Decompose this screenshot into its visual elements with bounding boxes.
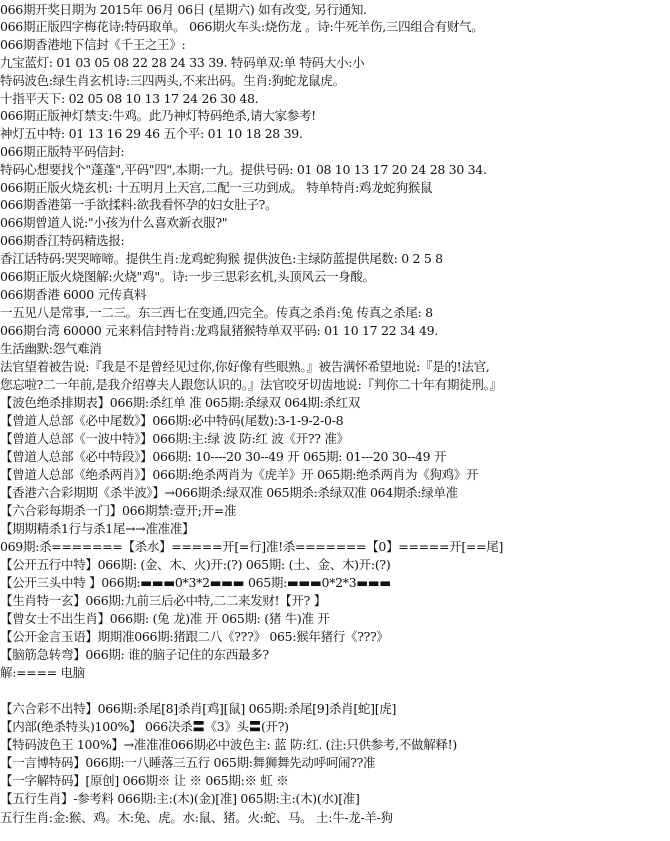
text-line: 您忘啦?二一年前,是我介绍尊夫人跟您认识的。』法官咬牙切齿地说:『判你二十年有期徒刑。』 xyxy=(0,377,502,392)
text-line: 【脑筋急转弯】066期: 谁的脑子记住的东西最多? xyxy=(0,647,269,662)
text-line: 五行生肖:金:猴、鸡。木:兔、虎。水:鼠、猪。火:蛇、马。 土:牛-龙-羊-狗 xyxy=(0,810,393,825)
text-line: 066期曾道人说:"小孩为什么喜欢新衣服?" xyxy=(0,215,228,230)
text-line: 066期台湾 60000 元来料信封特肖:龙鸡鼠猪猴特单双平码: 01 10 17 22 34 49. xyxy=(0,323,438,338)
text-line: 069期:杀=======【杀水】=====开[=行]准!杀=======【0】=====开[==尾] xyxy=(0,539,504,554)
text-line: 【公开三头中特 】066期:▬▬▬0*3*2▬▬▬ 065期:▬▬▬0*2*3▬▬▬ xyxy=(0,575,391,590)
text-line: 【曾道人总部《绝杀两肖》】066期:绝杀两肖为《虎羊》开 065期:绝杀两肖为《狗鸡》开 xyxy=(0,467,479,482)
text-line: 【内部(绝杀特头)100%】 066决杀〓《3》头〓(开?) xyxy=(0,719,289,734)
text-line: 066期香港 6000 元传真料 xyxy=(0,287,147,302)
text-line: 066期香港第一手欲揉料:欲我看怀孕的妇女肚子?。 xyxy=(0,197,278,212)
text-line: 【香港六合彩期期《杀半波》】→066期杀:绿双准 065期杀:杀绿双准 064期杀:绿单准 xyxy=(0,485,458,500)
text-line: 066期正版特平码信封: xyxy=(0,144,125,159)
text-line: 【曾女士不出生肖】066期: (兔 龙)准 开 065期: (猪 牛)准 开 xyxy=(0,611,330,626)
text-line: 生活幽默:怨气难消 xyxy=(0,341,102,356)
text-line: 神灯五中特: 01 13 16 29 46 五个平: 01 10 18 28 39. xyxy=(0,126,303,141)
text-line: 【特码波色王 100%】→准准准066期必中波色主: 蓝 防:红. (注:只供参考,不做解释!) xyxy=(0,737,457,752)
text-line: 066期正版神灯禁支:牛鸡。此乃神灯特码绝杀,请大家参考! xyxy=(0,108,316,123)
text-line: 【一字解特码】[原创] 066期※ 让 ※ 065期:※ 虹 ※ xyxy=(0,773,289,788)
text-line: 法官望着被告说:『我是不是曾经见过你,你好像有些眼熟。』被告满怀希望地说:『是的!法官, xyxy=(0,359,490,374)
text-line: 【六合彩每期杀一门】066期禁:壹开;开=准 xyxy=(0,503,237,518)
text-line: 066期正版火烧玄机: 十五明月上天宫,二配一三功到成。 特单特肖:鸡龙蛇狗猴鼠 xyxy=(0,180,433,195)
text-line: 【五行生肖】-参考料 066期:主:(木)(金)[准] 065期:主:(木)(水)[准] xyxy=(0,791,360,806)
text-line: 特码心想要找个"蓬蓬",平码"四",本期:一九。提供号码: 01 08 10 13 17 20 24 28 30 34. xyxy=(0,162,487,177)
text-line: 【公开五行中特】066期: (金、木、火)开:(?) 065期: (土、金、木)开:(?) xyxy=(0,557,391,572)
text-line: 【曾道人总部《必中尾数》】066期:必中特码(尾数):3-1-9-2-0-8 xyxy=(0,413,344,428)
text-line: 【波色绝杀排期表】066期:杀红单 准 065期:杀绿双 064期:杀红双 xyxy=(0,395,361,410)
text-line: 特码波色:绿生肖玄机诗:三四两头,不来出码。生肖:狗蛇龙鼠虎。 xyxy=(0,73,345,88)
text-line: 066期正版四字梅花诗:特码取单。 066期火车头:烧伤龙 。诗:牛死羊伤,三四组合有财气。 xyxy=(0,19,484,34)
text-line: 十指平天下: 02 05 08 10 13 17 24 26 30 48. xyxy=(0,91,259,106)
text-line: 九宝蓝灯: 01 03 05 08 22 28 24 33 39. 特码单双:单 特码大小:小 xyxy=(0,55,365,70)
text-line: 066期香港地下信封《千王之王》: xyxy=(0,37,186,52)
text-line: 【一言博特码】066期:一八睡落三五行 065期:舞狮舞先动呼呵闹??准 xyxy=(0,755,376,770)
text-line: 【曾道人总部《必中特段》】066期: 10----20 30--49 开 065期: 01---20 30--49 开 xyxy=(0,449,447,464)
text-line: 066期开奖日期为 2015年 06月 06日 (星期六) 如有改变, 另行通知. xyxy=(0,2,367,17)
text-line: 【六合彩不出特】066期:杀尾[8]杀肖[鸡][鼠] 065期:杀尾[9]杀肖[蛇][虎] xyxy=(0,701,397,716)
text-line: 解:==== 电脑 xyxy=(0,665,85,680)
text-line: 066期正版火烧图解:火烧"鸡"。诗:一步三思彩玄机,头顶风云一身酸。 xyxy=(0,269,375,284)
text-line: 【曾道人总部《一波中特》】066期:主:绿 波 防:红 波《开?? 准》 xyxy=(0,431,349,446)
text-line: 【期期精杀1行与杀1尾→→准准准】 xyxy=(0,521,195,536)
text-line: 【公开金言玉语】期期准066期:猪跟二八《???》 065:猴年猪行《???》 xyxy=(0,629,389,644)
text-line: 066期香江特码精选报: xyxy=(0,233,125,248)
text-line: 一五见八是常事,一二三。东三西七在变通,四完全。传真之杀肖:兔 传真之杀尾: 8 xyxy=(0,305,433,320)
text-line: 香江话特码:哭哭啼啼。提供生肖:龙鸡蛇狗猴 提供波色:主绿防蓝提供尾数: 0 2 5 8 xyxy=(0,251,443,266)
text-line: 【生肖特一玄】066期:九前三后必中特,二二来发财!【开? 】 xyxy=(0,593,326,608)
